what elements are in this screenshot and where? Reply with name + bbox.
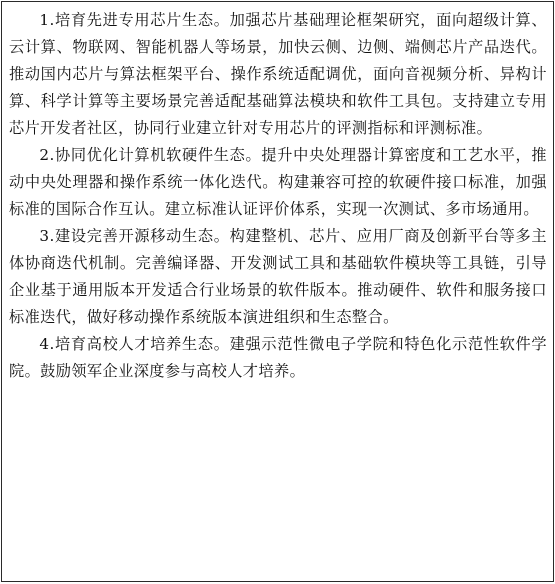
paragraph-1: 1.培育先进专用芯片生态。加强芯片基础理论框架研究，面向超级计算、云计算、物联网、智能机器人等场景，加快云侧、边侧、端侧芯片产品迭代。推动国内芯片与算法框架平台、操作系统适配调优，面向音视频分析、异构计算、科学计算等主要场景完善适配基础算法模块和软件工具包。支持建立专用芯片开发者社区，协同行业建立针对专用芯片的评测指标和评测标准。: [9, 11, 547, 137]
paragraph-2: 2.协同优化计算机软硬件生态。提升中央处理器计算密度和工艺水平，推动中央处理器和操作系统一体化迭代。构建兼容可控的软硬件接口标准，加强标准的国际合作互认。建立标准认证评价体系，实现一次测试、多市场通用。: [9, 146, 547, 218]
paragraph-3: 3.建设完善开源移动生态。构建整机、芯片、应用厂商及创新平台等多主体协商迭代机制。完善编译器、开发测试工具和基础软件模块等工具链，引导企业基于通用版本开发适合行业场景的软件版本。推动硬件、软件和服务接口标准迭代，做好移动操作系统版本演进组织和生态整合。: [9, 227, 547, 326]
document-frame: [1, 1, 554, 582]
paragraph-4: 4.培育高校人才培养生态。建强示范性微电子学院和特色化示范性软件学院。鼓励领军企业深度参与高校人才培养。: [9, 335, 547, 380]
